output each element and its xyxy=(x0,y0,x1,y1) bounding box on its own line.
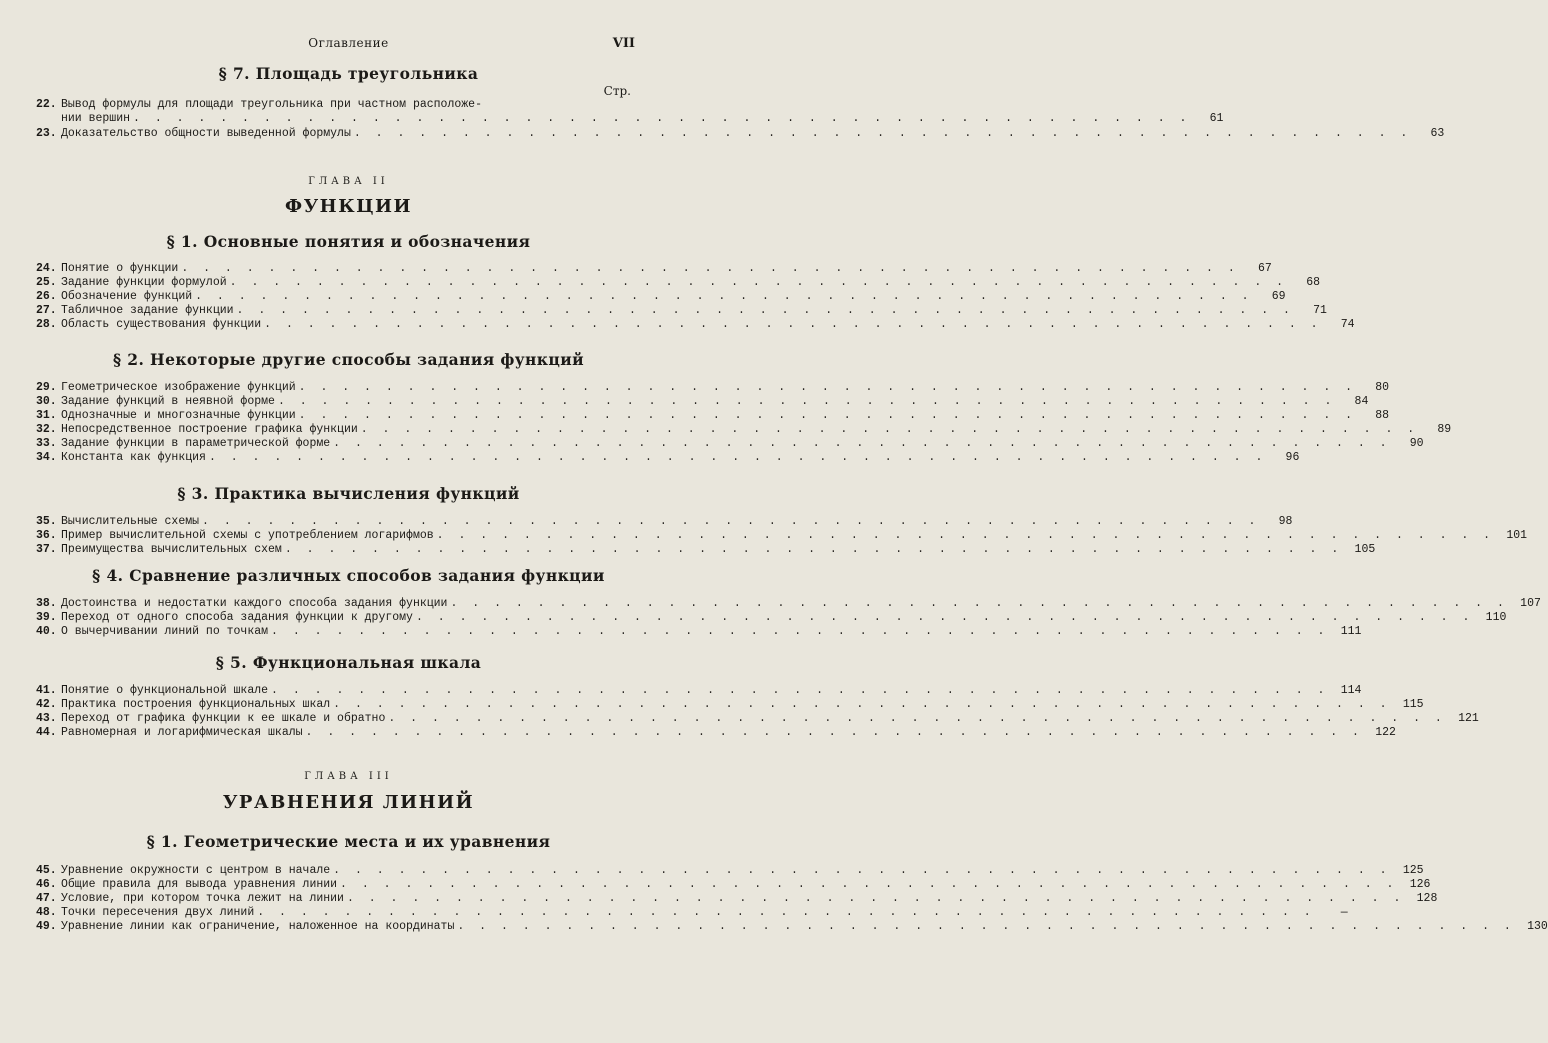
entry-number: 31. xyxy=(36,409,57,422)
toc-entry xyxy=(36,437,1424,451)
entry-text: Преимущества вычислительных схем xyxy=(61,543,282,556)
running-head xyxy=(0,36,697,56)
toc-entry xyxy=(36,712,1479,726)
dot-leader: . . . . . . . . . . . . . . . . . . . . . . . . . . . . . . . . . . . . . . . . . . . . . . . . . xyxy=(208,451,1267,464)
entry-number: 47. xyxy=(36,892,57,905)
entry-page: 126 xyxy=(1409,878,1431,891)
entry-text: Общие правила для вывода уравнения линии xyxy=(61,878,338,891)
dot-leader: . . . . . . . . . . . . . . . . . . . . . . . . . . . . . . . . . . . . . . . . . . . . . . . . . xyxy=(346,892,1405,905)
section-title: § 4. Сравнение различных способов задания функции xyxy=(92,566,605,585)
dot-leader: . . . . . . . . . . . . . . . . . . . . . . . . . . . . . . . . . . . . . . . . . . . . . . . . . xyxy=(271,684,1329,697)
entry-page: 122 xyxy=(1375,726,1396,739)
dot-leader: . . . . . . . . . . . . . . . . . . . . . . . . . . . . . . . . . . . . . . . . . . . . . . . . . xyxy=(340,878,1398,891)
toc-entry xyxy=(36,451,1300,465)
dot-leader: . . . . . . . . . . . . . . . . . . . . . . . . . . . . . . . . . . . . . . . . . . . . . . . . . xyxy=(181,262,1239,275)
entry-text: Равномерная и логарифмическая шкалы xyxy=(61,726,303,739)
entry-page: 114 xyxy=(1340,684,1362,697)
entry-text: Доказательство общности выведенной формулы xyxy=(61,127,351,140)
running-title: Оглавление xyxy=(308,36,389,50)
toc-entry xyxy=(36,892,1438,906)
toc-entry xyxy=(36,878,1431,892)
entry-page: 125 xyxy=(1402,864,1424,877)
dot-leader: . . . . . . . . . . . . . . . . . . . . . . . . . . . . . . . . . . . . . . . . . . . . . . . . . xyxy=(388,712,1446,725)
entry-number: 39. xyxy=(36,611,57,624)
toc-entry xyxy=(36,276,1321,290)
toc-entry xyxy=(36,98,1224,126)
dot-leader: . . . . . . . . . . . . . . . . . . . . . . . . . . . . . . . . . . . . . . . . . . . . . . . . . xyxy=(360,423,1419,436)
entry-number: 46. xyxy=(36,878,57,891)
entry-number: 32. xyxy=(36,423,57,436)
entry-page: 90 xyxy=(1409,437,1424,450)
toc-entry xyxy=(36,318,1355,332)
entry-page: 121 xyxy=(1458,712,1479,725)
dot-leader: . . . . . . . . . . . . . . . . . . . . . . . . . . . . . . . . . . . . . . . . . . . . . . . . . xyxy=(333,437,1391,450)
dot-leader: . . . . . . . . . . . . . . . . . . . . . . . . . . . . . . . . . . . . . . . . . . . . . . . . . xyxy=(264,318,1322,331)
entry-text: Вывод формулы для площади треугольника при частном расположе- xyxy=(61,98,482,111)
toc-entry xyxy=(36,262,1272,276)
entry-number: 48. xyxy=(36,906,57,919)
dot-leader: . . . . . . . . . . . . . . . . . . . . . . . . . . . . . . . . . . . . . . . . . . . . . . . . . xyxy=(415,611,1474,624)
entry-number: 44. xyxy=(36,726,57,739)
toc-entry xyxy=(36,726,1396,740)
dot-leader: . . . . . . . . . . . . . . . . . . . . . . . . . . . . . . . . . . . . . . . . . . . . . . . . . xyxy=(457,920,1515,933)
entry-page: 74 xyxy=(1340,318,1355,331)
entry-page: 84 xyxy=(1354,395,1369,408)
toc-entry xyxy=(36,409,1390,423)
entry-number: 28. xyxy=(36,318,57,331)
chapter-label: ГЛАВА II xyxy=(308,176,389,187)
dot-leader: . . . . . . . . . . . . . . . . . . . . . . . . . . . . . . . . . . . . . . . . . . . . . . . . . xyxy=(305,726,1363,739)
entry-page: 111 xyxy=(1340,625,1362,638)
dot-leader: . . . . . . . . . . . . . . . . . . . . . . . . . . . . . . . . . . . . . . . . . . . . . . . . . xyxy=(229,276,1288,289)
toc-entry xyxy=(36,395,1369,409)
toc-entry xyxy=(36,864,1424,878)
entry-number: 30. xyxy=(36,395,57,408)
entry-text: Переход от одного способа задания функции к другому xyxy=(61,611,413,624)
toc-entry xyxy=(36,543,1376,557)
dot-leader: . . . . . . . . . . . . . . . . . . . . . . . . . . . . . . . . . . . . . . . . . . . . . . . . . xyxy=(133,112,1191,125)
dot-leader: . . . . . . . . . . . . . . . . . . . . . . . . . . . . . . . . . . . . . . . . . . . . . . . . . xyxy=(271,625,1329,638)
section-title: § 7. Площадь треугольника xyxy=(218,64,479,83)
entry-page: 61 xyxy=(1209,112,1224,125)
dot-leader: . . . . . . . . . . . . . . . . . . . . . . . . . . . . . . . . . . . . . . . . . . . . . . . . . xyxy=(257,906,1315,919)
entry-number: 22. xyxy=(36,98,57,111)
dot-leader: . . . . . . . . . . . . . . . . . . . . . . . . . . . . . . . . . . . . . . . . . . . . . . . . . xyxy=(202,515,1260,528)
entry-number: 43. xyxy=(36,712,57,725)
toc-entry xyxy=(36,290,1286,304)
entry-page: 130 xyxy=(1527,920,1548,933)
entry-number: 27. xyxy=(36,304,57,317)
toc-entry xyxy=(36,611,1507,625)
entry-text: Переход от графика функции к ее шкале и обратно xyxy=(61,712,386,725)
entry-page: 80 xyxy=(1375,381,1390,394)
entry-text: Условие, при котором точка лежит на линии xyxy=(61,892,344,905)
entry-text: Геометрическое изображение функций xyxy=(61,381,296,394)
entry-page: — xyxy=(1340,906,1348,919)
entry-number: 29. xyxy=(36,381,57,394)
entry-page: 88 xyxy=(1375,409,1390,422)
page-number: VII xyxy=(612,36,635,51)
entry-text: Область существования функции xyxy=(61,318,262,331)
entry-page: 110 xyxy=(1485,611,1507,624)
column-header-page: Стр. xyxy=(603,84,631,98)
entry-page: 115 xyxy=(1402,698,1424,711)
entry-page: 68 xyxy=(1306,276,1321,289)
entry-page: 107 xyxy=(1520,597,1541,610)
entry-text: Задание функций в неявной форме xyxy=(61,395,275,408)
toc-entry xyxy=(36,127,1445,141)
entry-text: Уравнение линии как ограничение, наложенное на координаты xyxy=(61,920,455,933)
entry-text: Константа как функция xyxy=(61,451,206,464)
dot-leader: . . . . . . . . . . . . . . . . . . . . . . . . . . . . . . . . . . . . . . . . . . . . . . . . . xyxy=(195,290,1253,303)
entry-text: Табличное задание функции xyxy=(61,304,234,317)
entry-number: 37. xyxy=(36,543,57,556)
entry-page: 89 xyxy=(1437,423,1452,436)
section-title: § 5. Функциональная шкала xyxy=(215,653,482,672)
toc-entry xyxy=(36,906,1348,920)
entry-number: 24. xyxy=(36,262,57,275)
toc-entry xyxy=(36,304,1327,318)
entry-number: 49. xyxy=(36,920,57,933)
dot-leader: . . . . . . . . . . . . . . . . . . . . . . . . . . . . . . . . . . . . . . . . . . . . . . . . . xyxy=(353,127,1412,140)
dot-leader: . . . . . . . . . . . . . . . . . . . . . . . . . . . . . . . . . . . . . . . . . . . . . . . . . xyxy=(450,597,1508,610)
entry-page: 105 xyxy=(1354,543,1376,556)
entry-text: Достоинства и недостатки каждого способа задания функции xyxy=(61,597,448,610)
entry-text: Точки пересечения двух линий xyxy=(61,906,255,919)
chapter-title: УРАВНЕНИЯ ЛИНИЙ xyxy=(222,792,475,813)
dot-leader: . . . . . . . . . . . . . . . . . . . . . . . . . . . . . . . . . . . . . . . . . . . . . . . . . xyxy=(333,698,1391,711)
entry-text: Понятие о функции xyxy=(61,262,179,275)
entry-number: 26. xyxy=(36,290,57,303)
entry-text: Уравнение окружности с центром в начале xyxy=(61,864,331,877)
entry-text: Непосредственное построение графика функции xyxy=(61,423,358,436)
entry-text: Задание функции в параметрической форме xyxy=(61,437,331,450)
toc-entry xyxy=(36,597,1541,611)
dot-leader: . . . . . . . . . . . . . . . . . . . . . . . . . . . . . . . . . . . . . . . . . . . . . . . . . xyxy=(298,409,1357,422)
section-title: § 2. Некоторые другие способы задания функций xyxy=(112,350,585,369)
dot-leader: . . . . . . . . . . . . . . . . . . . . . . . . . . . . . . . . . . . . . . . . . . . . . . . . . xyxy=(298,381,1357,394)
section-title: § 1. Основные понятия и обозначения xyxy=(166,232,531,251)
entry-number: 38. xyxy=(36,597,57,610)
toc-entry xyxy=(36,529,1528,543)
toc-entry xyxy=(36,625,1362,639)
toc-entry xyxy=(36,515,1293,529)
entry-page: 67 xyxy=(1257,262,1272,275)
entry-text-continued: нии вершин xyxy=(61,112,131,125)
entry-number: 23. xyxy=(36,127,57,140)
entry-text: Понятие о функциональной шкале xyxy=(61,684,269,697)
toc-entry xyxy=(36,684,1362,698)
entry-number: 42. xyxy=(36,698,57,711)
entry-number: 45. xyxy=(36,864,57,877)
section-title: § 3. Практика вычисления функций xyxy=(177,484,520,503)
chapter-label: ГЛАВА III xyxy=(304,771,393,782)
entry-text: О вычерчивании линий по точкам xyxy=(61,625,269,638)
entry-number: 33. xyxy=(36,437,57,450)
dot-leader: . . . . . . . . . . . . . . . . . . . . . . . . . . . . . . . . . . . . . . . . . . . . . . . . . xyxy=(284,543,1343,556)
section-title: § 1. Геометрические места и их уравнения xyxy=(146,832,551,851)
entry-text: Однозначные и многозначные функции xyxy=(61,409,296,422)
entry-number: 36. xyxy=(36,529,57,542)
dot-leader: . . . . . . . . . . . . . . . . . . . . . . . . . . . . . . . . . . . . . . . . . . . . . . . . . xyxy=(277,395,1336,408)
dot-leader: . . . . . . . . . . . . . . . . . . . . . . . . . . . . . . . . . . . . . . . . . . . . . . . . . xyxy=(333,864,1391,877)
entry-page: 63 xyxy=(1430,127,1445,140)
entry-number: 35. xyxy=(36,515,57,528)
entry-page: 128 xyxy=(1416,892,1438,905)
dot-leader: . . . . . . . . . . . . . . . . . . . . . . . . . . . . . . . . . . . . . . . . . . . . . . . . . xyxy=(236,304,1294,317)
entry-page: 69 xyxy=(1271,290,1286,303)
entry-text: Пример вычислительной схемы с употреблением логарифмов xyxy=(61,529,434,542)
entry-page: 101 xyxy=(1506,529,1528,542)
entry-page: 96 xyxy=(1285,451,1300,464)
toc-entry xyxy=(36,423,1452,437)
entry-text: Вычислительные схемы xyxy=(61,515,200,528)
entry-text: Задание функции формулой xyxy=(61,276,227,289)
toc-entry xyxy=(36,698,1424,712)
toc-entry xyxy=(36,381,1390,395)
entry-text: Практика построения функциональных шкал xyxy=(61,698,331,711)
chapter-title: ФУНКЦИИ xyxy=(285,196,412,217)
entry-text: Обозначение функций xyxy=(61,290,193,303)
entry-number: 34. xyxy=(36,451,57,464)
entry-number: 41. xyxy=(36,684,57,697)
entry-page: 71 xyxy=(1313,304,1327,317)
entry-number: 25. xyxy=(36,276,57,289)
entry-page: 98 xyxy=(1278,515,1293,528)
toc-entry xyxy=(36,920,1548,934)
entry-number: 40. xyxy=(36,625,57,638)
dot-leader: . . . . . . . . . . . . . . . . . . . . . . . . . . . . . . . . . . . . . . . . . . . . . . . . . xyxy=(436,529,1495,542)
